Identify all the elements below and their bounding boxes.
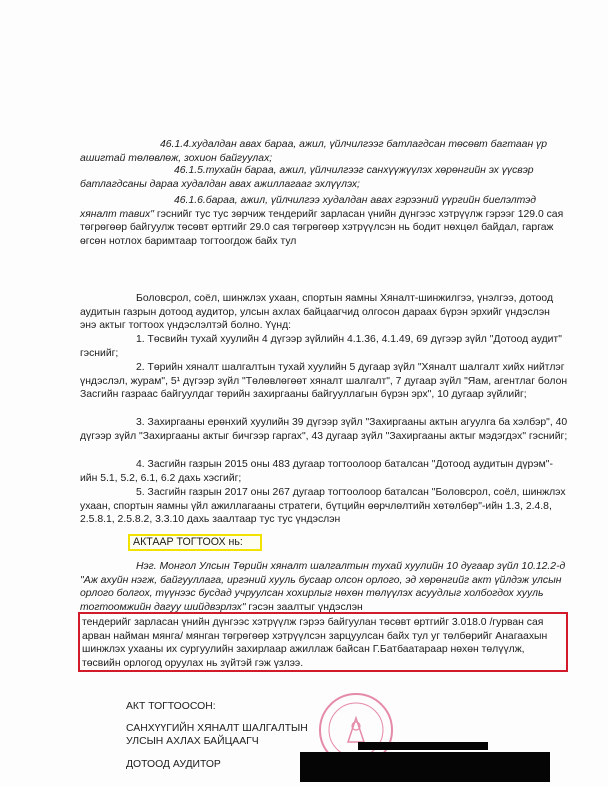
- item-46-1-6-rest: гэснийг тус тус зөрчиж тендерийг зарласан үнийн дүнгээс хэтрүүлж гэрээг 129.0 сая төгрөгөөр байгуулж төсөвт өртгийг 29.0 сая төгрөгөөр хэтрүүлсэн нь бодит нөхцөл байдал, гаргаж өгсөн нотлох баримтаар тогтоогдож байх тул: [80, 208, 564, 247]
- signature-label: АКТ ТОГТООСОН:: [126, 701, 216, 712]
- item-46-1-6-italic: 46.1.6.бараа, ажил, үйлчилгээ худалдан авах гэрээний үүргийн биелэлтэд хяналт тавих": [80, 195, 536, 220]
- redaction-bar-name: [300, 752, 550, 782]
- decision-quote: Нэг. Монгол Улсын Төрийн хяналт шалгалтын тухай хуулийн 10 дугаар зүйл 10.12.2-д "Аж ахуйн нэгж, байгууллага, иргэний хууль бусаар олсон орлого, эд хөрөнгийг акт үйлдэж улсын орлого болгох, түүнээс бусдад учруулсан хохирлыг нөхөн төлүүлэх асуудлыг холбогдох хууль тогтоомжийн дагуу шийдвэрлэх": [80, 561, 566, 613]
- signature-role-3: ДОТООД АУДИТОР: [126, 759, 221, 770]
- act-heading-highlight: [128, 534, 262, 551]
- basis-item-1: 1. Төсвийн тухай хуулийн 4 дүгээр зүйлийн 4.1.36, 4.1.49, 69 дүгээр зүйл "Дотоод аудит" гэснийг;: [80, 334, 562, 359]
- decision-paragraph-1: [80, 560, 568, 614]
- highlighted-finding-box: [78, 612, 568, 672]
- act-heading: АКТААР ТОГТООХ нь:: [133, 536, 243, 548]
- basis-item-5: 5. Засгийн газрын 2017 оны 267 дугаар тогтоолоор баталсан "Боловсрол, соёл, шинжлэх ухаан, спортын яамны үйл ажиллагааны стратеги, бүтцийн өөрчлөлтийн хөтөлбөр"-ийн 1.3, 2.4.8, 2.5.8.1, 2.5.8.2, 3.3.10 дахь заалтаар тус тус үндэслэн: [80, 487, 566, 526]
- redaction-bar-signature: [358, 742, 488, 750]
- decision-paragraph-2: тендерийг зарласан үнийн дүнгээс хэтрүүлж гэрээ байгуулан төсөвт өртгийг 3.018.0 /гурван сая арван найман мянга/ мянган төгрөгөөр хэтрүүлсэн зарцуулсан байх тул уг төлбөрийг Анагаахын шинжлэх ухааны их сургуулийн захирлаар ажиллаж байсан Г.Батбаатараар нөхөн төлүүлж, төсвийн орлогод оруулах нь зүйтэй гэж үзлээ.: [82, 617, 548, 669]
- basis-intro: Боловсрол, соёл, шинжлэх ухаан, спортын яамны Хяналт-шинжилгээ, үнэлгээ, дотоод аудитын газрын дотоод аудитор, улсын ахлах байцаагчид олгосон дараах бүрэн эрхийг үндэслэн энэ актыг тогтоох үндэслэлтэй болно. Үүнд:: [80, 293, 554, 332]
- basis-item-2: 2. Төрийн хяналт шалгалтын тухай хуулийн 5 дугаар зүйл "Хяналт шалгалт хийх нийтлэг үндэслэл, журам", 5¹ дүгээр зүйл "Төлөвлөгөөт хяналт шалгалт", 7 дугаар зүйл "Яам, агентлаг болон Засгийн газраас байгуулдаг төрийн захиргааны байгууллагын бүрэн эрх", 10 дугаар зүйлийг;: [80, 362, 568, 401]
- item-46-1-4: 46.1.4.худалдан авах бараа, ажил, үйлчилгээг батлагдсан төсөвт багтаан үр ашигтай төлөвлөж, зохион байгуулах;: [80, 139, 548, 164]
- basis-item-3: 3. Захиргааны ерөнхий хуулийн 39 дүгээр зүйл "Захиргааны актын агуулга ба хэлбэр", 40 дүгээр зүйл "Захиргааны актыг бичгээр гаргах", 43 дугаар зүйл "Захиргааны актыг мэдэгдэх" гэснийг;: [80, 417, 568, 442]
- basis-item-4: 4. Засгийн газрын 2015 оны 483 дугаар тогтоолоор баталсан "Дотоод аудитын дүрэм"-ийн 5.1, 5.2, 6.1, 6.2 дахь хэсгийг;: [80, 459, 553, 484]
- decision-tail: гэсэн заалтыг үндэслэн: [245, 601, 363, 613]
- item-46-1-6: [80, 194, 568, 248]
- signature-role-1: САНХҮҮГИЙН ХЯНАЛТ ШАЛГАЛТЫН: [126, 723, 308, 734]
- item-46-1-5: 46.1.5.тухайн бараа, ажил, үйлчилгээг санхүүжүүлэх хөрөнгийн эх үүсвэр батлагдсаны дараа худалдан авах ажиллагааг эхлүүлэх;: [80, 165, 534, 190]
- signature-role-2: УЛСЫН АХЛАХ БАЙЦААГЧ: [126, 736, 259, 747]
